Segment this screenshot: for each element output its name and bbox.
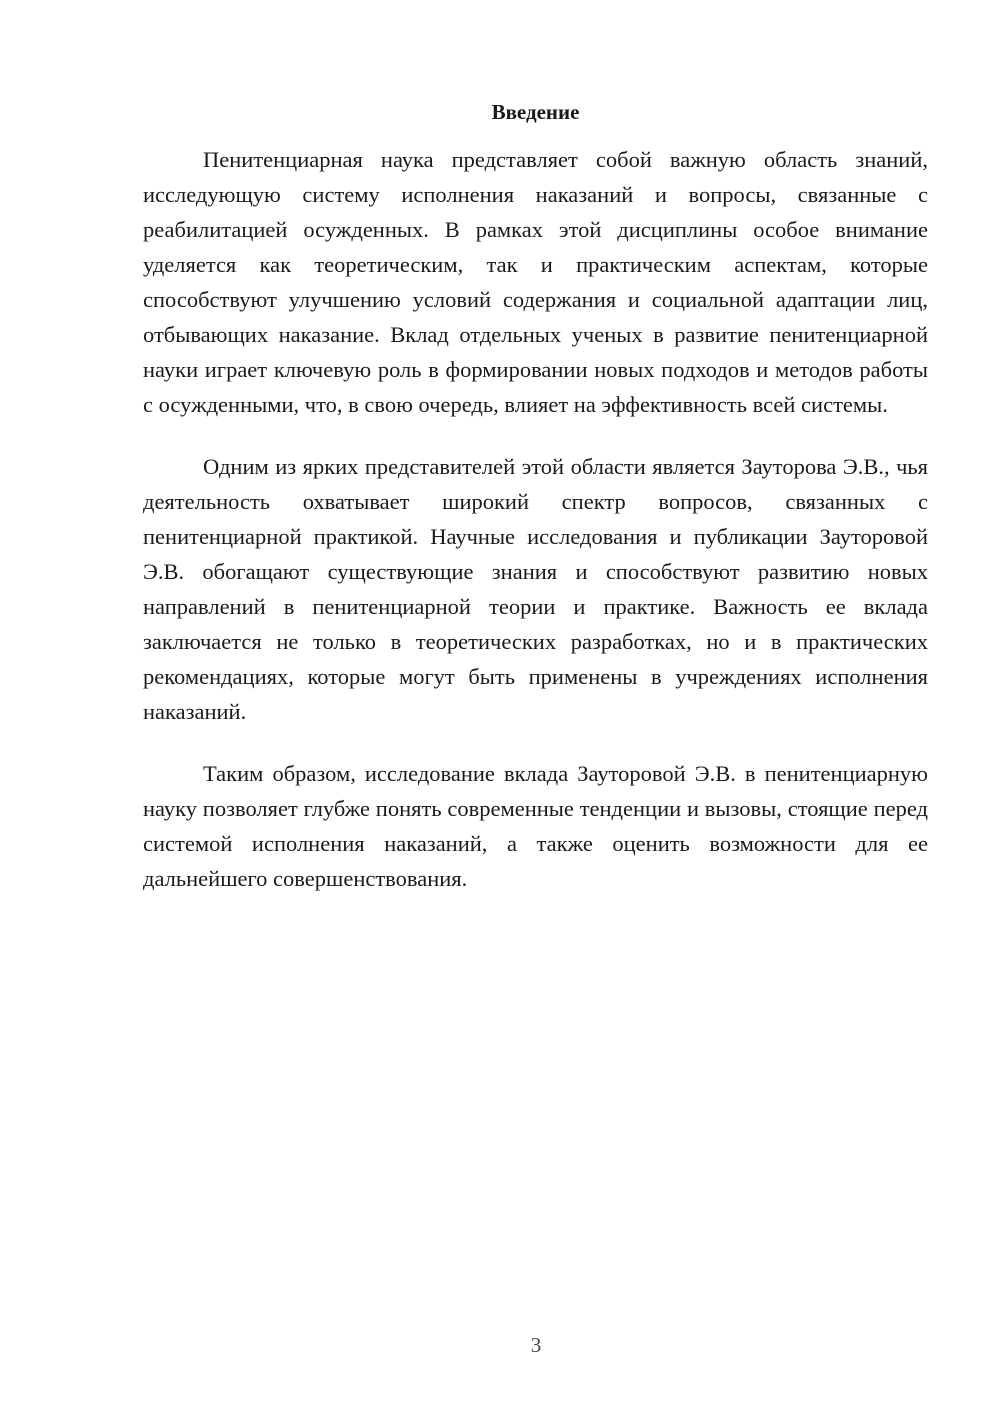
paragraph-1: Пенитенциарная наука представляет собой важную область знаний, исследующую систему исполнения наказаний и вопросы, связанные с реабилитацией осужденных. В рамках этой дисциплины особое внимание уделяется как теоретическим, так и практическим аспектам, которые способствуют улучшению условий содержания и социальной адаптации лиц, отбывающих наказание. Вклад отдельных ученых в развитие пенитенциарной науки играет ключевую роль в формировании новых подходов и методов работы с осужденными, что, в свою очередь, влияет на эффективность всей системы. [143,147,928,417]
paragraph-3: Таким образом, исследование вклада Зауторовой Э.В. в пенитенциарную науку позволяет глубже понять современные тенденции и вызовы, стоящие перед системой исполнения наказаний, а также оценить возможности для ее дальнейшего совершенствования. [143,761,928,891]
body-text [143,142,928,923]
page-number: 3 [530,1333,542,1357]
paragraph-2: Одним из ярких представителей этой области является Зауторова Э.В., чья деятельность охватывает широкий спектр вопросов, связанных с пенитенциарной практикой. Научные исследования и публикации Зауторовой Э.В. обогащают существующие знания и способствуют развитию новых направлений в пенитенциарной теории и практике. Важность ее вклада заключается не только в теоретических разработках, но и в практических рекомендациях, которые могут быть применены в учреждениях исполнения наказаний. [143,454,928,724]
section-heading: Введение [491,100,580,124]
